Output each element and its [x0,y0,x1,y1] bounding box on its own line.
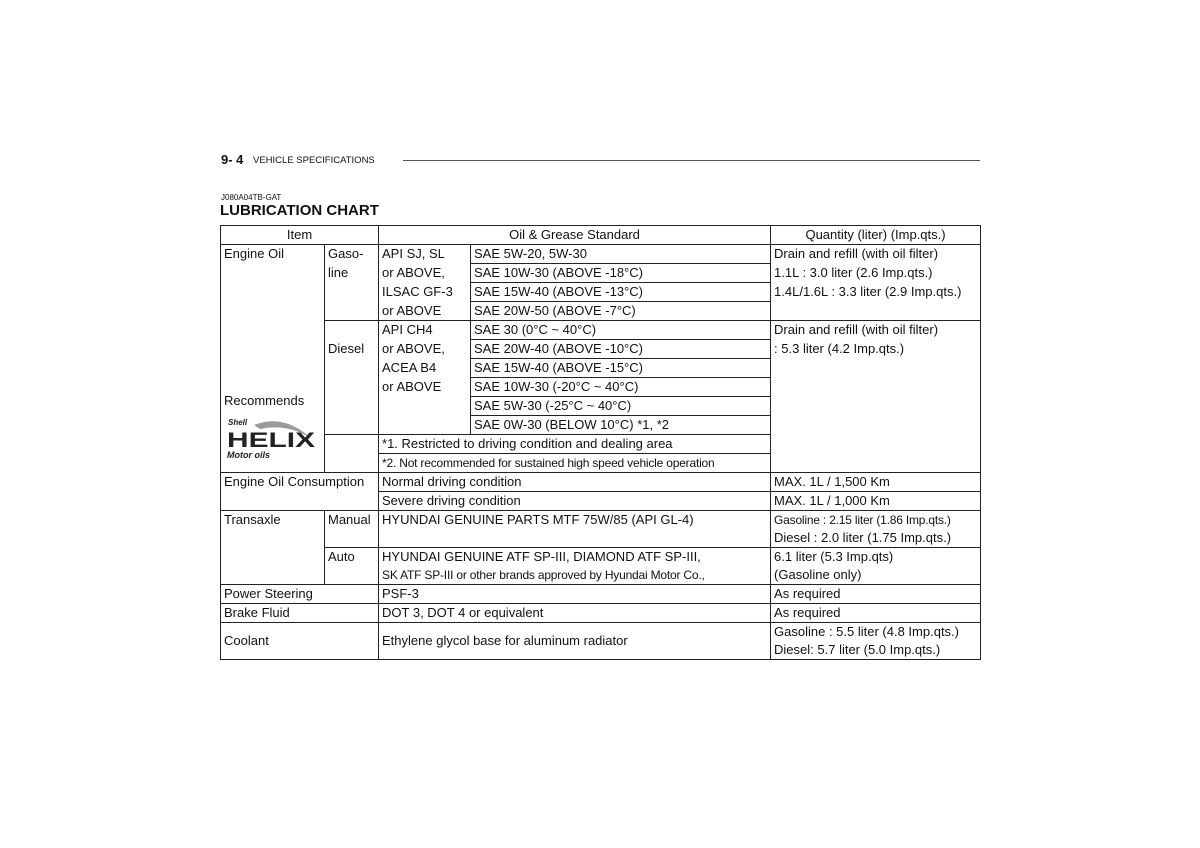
quantity-cell [771,302,981,321]
auto-standard: HYUNDAI GENUINE ATF SP-III, DIAMOND ATF SP-III, [379,548,771,567]
table-row [221,340,981,359]
auto-standard: SK ATF SP-III or other brands approved by Hyundai Motor Co., [379,566,771,585]
quantity-cell: (Gasoline only) [771,566,981,585]
table-row [221,473,981,492]
grade-cell: SAE 15W-40 (ABOVE -15°C) [471,359,771,378]
manual-label: Manual [325,511,379,548]
quantity-cell: : 5.3 liter (4.2 Imp.qts.) [771,340,981,359]
quantity-cell: Gasoline : 5.5 liter (4.8 Imp.qts.) [771,623,981,642]
power-steering-standard: PSF-3 [379,585,771,604]
header-standard: Oil & Grease Standard [379,226,771,245]
document-code: J080A04TB-GAT [221,193,282,202]
note-cell: *1. Restricted to driving condition and dealing area [379,435,771,454]
quantity-cell: Drain and refill (with oil filter) [771,321,981,340]
page-title: LUBRICATION CHART [220,202,379,219]
quantity-cell: 1.4L/1.6L : 3.3 liter (2.9 Imp.qts.) [771,283,981,302]
table-row [221,264,981,283]
table-row [221,397,981,416]
table-row [221,548,981,567]
brake-fluid-quantity: As required [771,604,981,623]
consumption-condition: Normal driving condition [379,473,771,492]
table-row [221,604,981,623]
consumption-quantity: MAX. 1L / 1,000 Km [771,492,981,511]
page-number: 9- 4 [221,152,244,167]
quantity-cell: Diesel : 2.0 liter (1.75 Imp.qts.) [771,529,981,548]
gasoline-spec: API SJ, SL [379,245,471,264]
transaxle-label: Transaxle [221,511,325,585]
diesel-spec: or ABOVE, [379,340,471,359]
quantity-cell [771,397,981,416]
empty-cell [325,435,379,454]
header-rule [403,160,980,161]
coolant-label: Coolant [221,623,379,660]
gasoline-spec: ILSAC GF-3 [379,283,471,302]
table-header-row [221,226,981,245]
quantity-cell: Drain and refill (with oil filter) [771,245,981,264]
logo-brand-small: Shell [228,418,248,427]
quantity-cell [771,416,981,435]
brake-fluid-label: Brake Fluid [221,604,379,623]
page-header [221,152,980,170]
table-row [221,416,981,435]
diesel-label [325,321,379,340]
diesel-spec [379,397,471,416]
logo-brand: HELIX [227,429,315,452]
table-row [221,585,981,604]
diesel-spec [379,416,471,435]
header-quantity: Quantity (liter) (Imp.qts.) [771,226,981,245]
recommends-label: Recommends [224,393,305,408]
grade-cell: SAE 20W-40 (ABOVE -10°C) [471,340,771,359]
table-row [221,321,981,340]
grade-cell: SAE 5W-20, 5W-30 [471,245,771,264]
engine-oil-cell [221,245,325,473]
table-row [221,359,981,378]
diesel-label [325,416,379,435]
empty-cell [325,454,379,473]
manual-standard: HYUNDAI GENUINE PARTS MTF 75W/85 (API GL-4) [379,511,771,548]
grade-cell: SAE 10W-30 (ABOVE -18°C) [471,264,771,283]
grade-cell: SAE 20W-50 (ABOVE -7°C) [471,302,771,321]
quantity-cell [771,454,981,473]
grade-cell: SAE 5W-30 (-25°C ~ 40°C) [471,397,771,416]
diesel-spec: or ABOVE [379,378,471,397]
quantity-cell: Diesel: 5.7 liter (5.0 Imp.qts.) [771,641,981,660]
section-title: VEHICLE SPECIFICATIONS [253,155,375,166]
quantity-cell [771,378,981,397]
auto-label: Auto [325,548,379,585]
coolant-standard: Ethylene glycol base for aluminum radiator [379,623,771,660]
table-row [221,378,981,397]
diesel-spec: ACEA B4 [379,359,471,378]
quantity-cell: 6.1 liter (5.3 Imp.qts) [771,548,981,567]
gasoline-spec: or ABOVE [379,302,471,321]
grade-cell: SAE 10W-30 (-20°C ~ 40°C) [471,378,771,397]
table-row [221,435,981,454]
note-cell: *2. Not recommended for sustained high speed vehicle operation [379,454,771,473]
quantity-cell: 1.1L : 3.0 liter (2.6 Imp.qts.) [771,264,981,283]
diesel-label [325,397,379,416]
consumption-condition: Severe driving condition [379,492,771,511]
gasoline-label: line [325,264,379,283]
consumption-label: Engine Oil Consumption [221,473,379,511]
brake-fluid-standard: DOT 3, DOT 4 or equivalent [379,604,771,623]
gasoline-label [325,283,379,302]
quantity-cell [771,359,981,378]
power-steering-label: Power Steering [221,585,379,604]
table-row [221,283,981,302]
table-row [221,245,981,264]
quantity-cell [771,435,981,454]
grade-cell: SAE 0W-30 (BELOW 10°C) *1, *2 [471,416,771,435]
header-item: Item [221,226,379,245]
grade-cell: SAE 30 (0°C ~ 40°C) [471,321,771,340]
table-row [221,302,981,321]
consumption-quantity: MAX. 1L / 1,500 Km [771,473,981,492]
lubrication-table [220,225,981,660]
engine-oil-label: Engine Oil [224,246,284,261]
diesel-label [325,378,379,397]
shell-helix-logo [226,417,318,461]
grade-cell: SAE 15W-40 (ABOVE -13°C) [471,283,771,302]
quantity-cell: Gasoline : 2.15 liter (1.86 Imp.qts.) [771,511,981,530]
diesel-label: Diesel [325,340,379,359]
diesel-spec: API CH4 [379,321,471,340]
table-row [221,511,981,530]
table-row [221,623,981,642]
gasoline-label [325,302,379,321]
logo-tagline: Motor oils [227,450,270,460]
power-steering-quantity: As required [771,585,981,604]
gasoline-label: Gaso- [325,245,379,264]
table-row [221,454,981,473]
gasoline-spec: or ABOVE, [379,264,471,283]
diesel-label [325,359,379,378]
